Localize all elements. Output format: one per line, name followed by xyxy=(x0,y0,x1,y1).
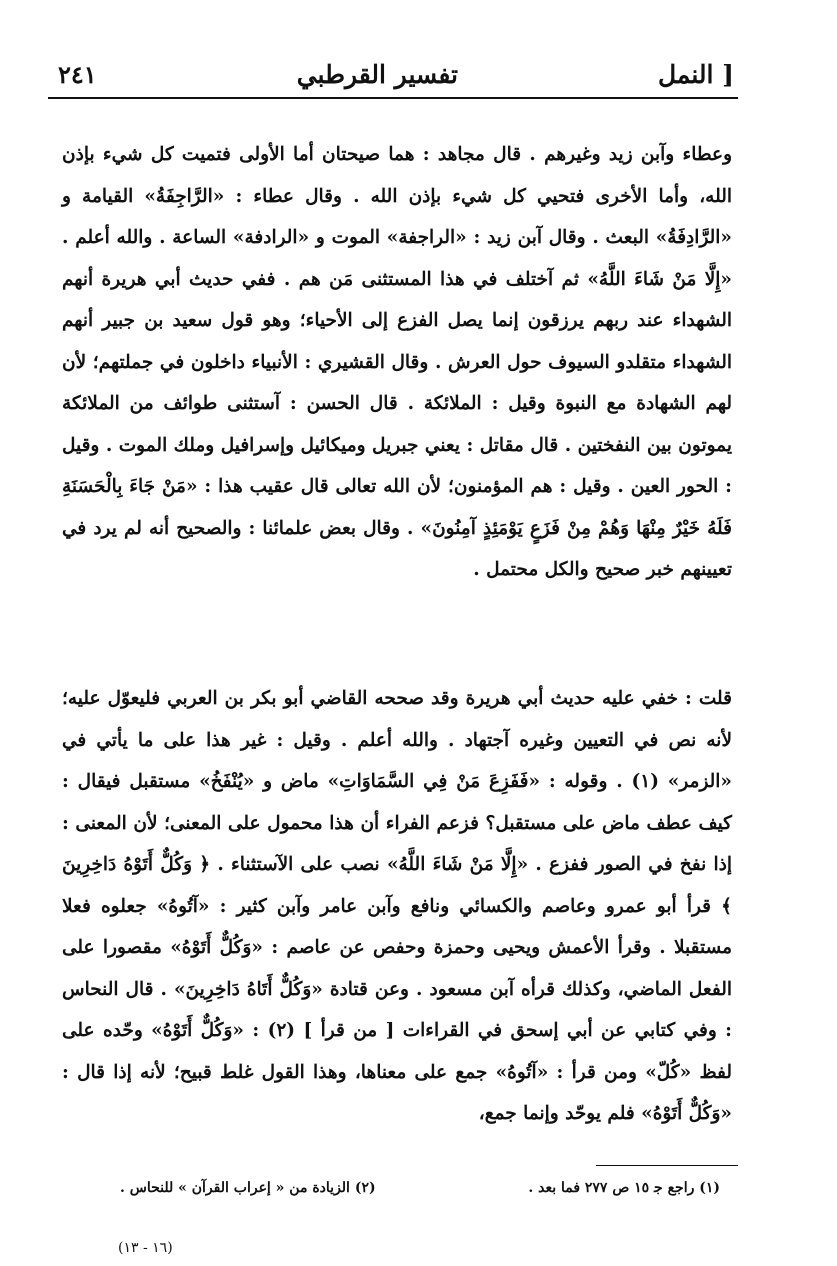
book-title: تفسير القرطبي xyxy=(296,59,458,89)
surah-name: النمل ] xyxy=(657,59,734,89)
page-number: ٢٤١ xyxy=(58,59,97,89)
footnote-rule xyxy=(596,1165,738,1166)
commentary-paragraph-2: قلت : خفي عليه حديث أبي هريرة وقد صححه القاضي أبو بكر بن العربي فليعوّل عليه؛ لأنه نص في التعيين وغيره آجتهاد . والله أعلم . وقيل : غير هذا على ما يأتي في «الزمر» (١) . وقوله : «فَفَزِعَ مَنْ فِي السَّمَاوَاتِ» ماض و «يُنْفَخُ» مستقبل فيقال : كيف عطف ماض على مستقبل؟ فزعم الفراء أن هذا محمول على المعنى؛ لأن المعنى : إذا نفخ في الصور ففزع . «إِلَّا مَنْ شَاءَ اللَّهُ» نصب على الآستثناء . ﴿ وَكُلٌّ أَتَوْهُ دَاخِرِينَ ﴾ قرأ أبو عمرو وعاصم والكسائي ونافع وآبن عامر وآبن كثير : «آتُوهُ» جعلوه فعلا مستقبلا . وقرأ الأعمش ويحيى وحمزة وحفص عن عاصم : «وَكُلٌّ أَتَوْهُ» مقصورا على الفعل الماضي، وكذلك قرأه آبن مسعود . وعن قتادة «وَكُلٌّ أَتَاهُ دَاخِرِينَ» . قال النحاس : وفي كتابي عن أبي إسحق في القراءات [ من قرأ ] (٢) : «وَكُلٌّ أَتَوْهُ» وحّده على لفظ «كُلّ» ومن قرأ : «آتُوهُ» جمع على معناها، وهذا القول غلط قبيح؛ لأنه إذا قال : «وَكُلٌّ أَتَوْهُ» فلم يوحّد وإنما جمع، xyxy=(62,688,732,1124)
footnote-1: (١) راجع ﺟ ١٥ ص ٢٧٧ فما بعد . xyxy=(528,1180,720,1196)
running-header xyxy=(58,52,734,96)
footnote-2: (٢) الزيادة من « إعراب القرآن » للنحاس . xyxy=(120,1180,376,1196)
header-rule xyxy=(48,97,738,99)
commentary-paragraph-1: وعطاء وآبن زيد وغيرهم . قال مجاهد : هما صيحتان أما الأولى فتميت كل شيء بإذن الله، وأما الأخرى فتحيي كل شيء بإذن الله . وقال عطاء : «الرَّاجِفَةُ» القيامة و «الرَّادِفَةُ» البعث . وقال آبن زيد : «الراجفة» الموت و «الرادفة» الساعة . والله أعلم . «إِلَّا مَنْ شَاءَ اللَّهُ» ثم آختلف في هذا المستثنى مَن هم . ففي حديث أبي هريرة أنهم الشهداء عند ربهم يرزقون إنما يصل الفزع إلى الأحياء؛ وهو قول سعيد بن جبير أنهم الشهداء متقلدو السيوف حول العرش . وقال القشيري : الأنبياء داخلون في جملتهم؛ لأن لهم الشهادة مع النبوة وقيل : الملائكة . قال الحسن : آستثنى طوائف من الملائكة يموتون بين النفختين . قال مقاتل : يعني جبريل وميكائيل وإسرافيل وملك الموت . وقيل : الحور العين . وقيل : هم المؤمنون؛ لأن الله تعالى قال عقيب هذا : «مَنْ جَاءَ بِالْحَسَنَةِ فَلَهُ خَيْرٌ مِنْهَا وَهُمْ مِنْ فَزَعٍ يَوْمَئِذٍ آمِنُونَ» . وقال بعض علمائنا : والصحيح أنه لم يرد في تعيينهم خبر صحيح والكل محتمل . xyxy=(62,144,732,580)
printer-signature: (١٦ - ١٣) xyxy=(118,1240,173,1256)
footnotes xyxy=(120,1180,720,1196)
